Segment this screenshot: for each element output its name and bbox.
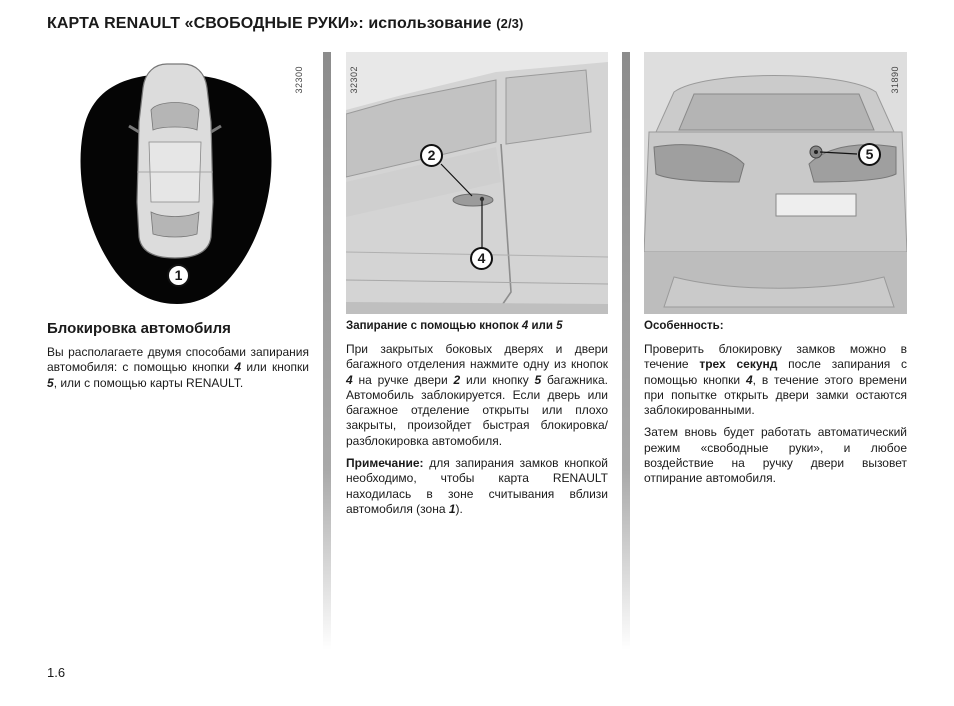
text-run: Примечание: <box>346 456 424 471</box>
callout-4: 4 <box>470 247 493 270</box>
text-run: 5 <box>47 375 54 390</box>
left-paragraph <box>47 345 309 391</box>
text-run: на ручке двери <box>352 372 454 387</box>
title-page-part: (2/3) <box>496 16 524 31</box>
callout-2: 2 <box>420 144 443 167</box>
figure-code-middle: 32302 <box>349 66 359 94</box>
middle-paragraph-1 <box>346 342 608 449</box>
section-heading-feature: Особенность: <box>644 320 724 332</box>
right-paragraph-1 <box>644 342 907 418</box>
right-column-text <box>644 342 907 494</box>
page-number: 1.6 <box>47 665 66 680</box>
figure-trunk-button <box>644 52 907 314</box>
text-run: , или с помощью карты RENAULT. <box>53 375 244 390</box>
text-run: 4 <box>521 320 529 332</box>
rear-vehicle-illustration <box>644 52 907 314</box>
text-run: 4 <box>234 360 242 375</box>
text-run: багажника. Автомобиль заблокируется. Если дверь или багажное отделение открыты или плохо закрыты, произойдет быстрая блокировка/разблокировка автомобиля. <box>346 372 608 448</box>
text-run: 1 <box>448 501 456 516</box>
text-run: Проверить блокировку замков можно в течение <box>644 342 907 372</box>
text-run: При закрытых боковых дверях и двери багажного отделения нажмите одну из кнопок <box>346 342 608 372</box>
figure-code-right: 31890 <box>890 66 900 94</box>
text-run: 4 <box>745 372 753 387</box>
left-column-text <box>47 345 309 398</box>
text-run: или кнопки <box>241 360 309 375</box>
callout-1: 1 <box>167 264 190 287</box>
text-run: Затем вновь будет работать автоматический режим «свободные руки», и любое воздействие на ручку двери вызовет отпирание автомобиля. <box>644 425 907 486</box>
door-illustration <box>346 52 608 314</box>
section-heading-locking: Блокировка автомобиля <box>47 320 231 337</box>
text-run: 5 <box>534 372 542 387</box>
figure-code-left: 32300 <box>294 66 304 94</box>
text-run: Запирание с помощью кнопок <box>346 320 522 332</box>
car-top-view <box>129 64 221 258</box>
figure-door-handle <box>346 52 608 314</box>
title-text: КАРТА RENAULT «СВОБОДНЫЕ РУКИ»: использование <box>47 15 492 32</box>
text-run: ). <box>455 501 463 516</box>
text-run: 2 <box>453 372 461 387</box>
text-run: после запирания с помощью кнопки <box>644 357 908 387</box>
page-title <box>47 15 523 33</box>
text-run: 5 <box>556 320 563 332</box>
right-paragraph-2 <box>644 425 907 486</box>
text-run: 4 <box>346 372 353 387</box>
text-run: или <box>528 320 557 332</box>
figure-detection-zone <box>47 52 312 314</box>
column-divider-left <box>323 52 331 650</box>
middle-column-text <box>346 342 608 524</box>
section-heading-button-locking <box>346 320 563 332</box>
text-run: для запирания замков кнопкой необходимо, чтобы карта RENAULT находилась в зоне считывания вблизи автомобиля (зона <box>346 456 608 516</box>
text-run: или кнопку <box>460 372 535 387</box>
text-run: трех секунд <box>699 357 778 372</box>
callout-5: 5 <box>858 143 881 166</box>
middle-paragraph-note <box>346 456 608 517</box>
column-divider-right <box>622 52 630 650</box>
text-run: Вы располагаете двумя способами запирания автомобиля: с помощью кнопки <box>47 345 309 375</box>
text-run: , в течение этого времени при попытке открыть двери замки остаются заблокированными. <box>644 372 907 418</box>
